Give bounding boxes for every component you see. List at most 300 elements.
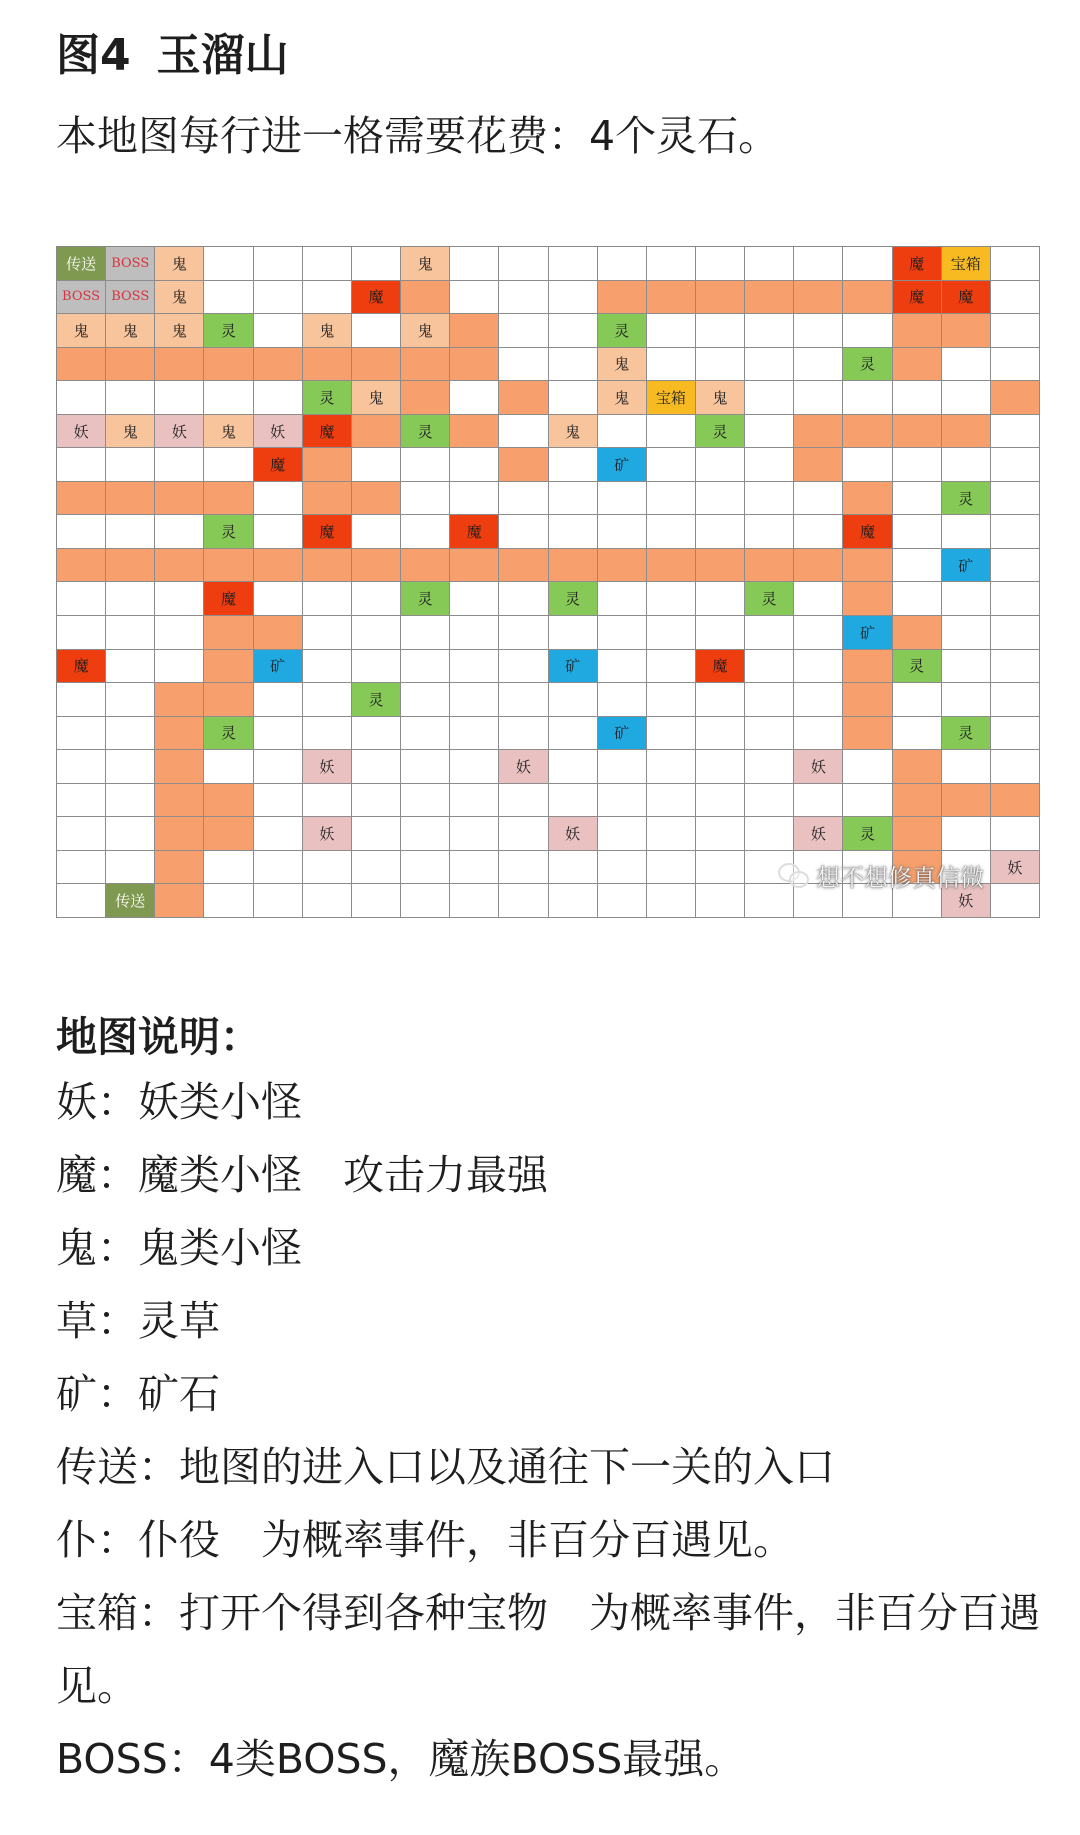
map-cell-path xyxy=(450,549,499,583)
map-cell xyxy=(794,348,843,382)
map-cell xyxy=(499,817,548,851)
map-cell-path xyxy=(450,348,499,382)
map-cell-demon: 魔 xyxy=(893,247,942,281)
map-cell xyxy=(549,281,598,315)
map-cell xyxy=(598,817,647,851)
map-cell xyxy=(155,650,204,684)
map-cell xyxy=(352,851,401,885)
map-cell xyxy=(155,448,204,482)
map-cell xyxy=(549,851,598,885)
map-cell xyxy=(745,817,794,851)
map-name: 玉溜山 xyxy=(156,30,289,81)
map-cell xyxy=(794,247,843,281)
map-cell xyxy=(303,281,352,315)
map-cell xyxy=(794,717,843,751)
map-cell xyxy=(450,448,499,482)
map-cell-path xyxy=(794,549,843,583)
map-cell xyxy=(745,314,794,348)
map-cell xyxy=(254,247,303,281)
map-cell xyxy=(745,515,794,549)
map-cell xyxy=(499,515,548,549)
map-cell-path xyxy=(106,549,155,583)
map-cell xyxy=(696,482,745,516)
map-cell xyxy=(598,247,647,281)
map-cell xyxy=(204,247,253,281)
map-cell-ghost: 鬼 xyxy=(401,314,450,348)
map-cell-lingzhi: 灵 xyxy=(598,314,647,348)
map-cell xyxy=(745,750,794,784)
map-cell-path xyxy=(843,415,892,449)
map-cell xyxy=(647,817,696,851)
map-cell-path xyxy=(303,448,352,482)
map-cell-path xyxy=(745,549,794,583)
map-cell xyxy=(549,482,598,516)
map-cell-demon: 魔 xyxy=(696,650,745,684)
map-cell-path xyxy=(303,348,352,382)
map-cell-lingzhi: 灵 xyxy=(696,415,745,449)
map-cell xyxy=(991,549,1040,583)
map-cell xyxy=(155,381,204,415)
map-cell xyxy=(696,582,745,616)
map-cell xyxy=(745,717,794,751)
map-cell xyxy=(843,247,892,281)
map-cell-path xyxy=(893,817,942,851)
map-cell xyxy=(254,314,303,348)
map-cell-path xyxy=(991,381,1040,415)
map-cell xyxy=(794,784,843,818)
map-cell-path xyxy=(155,817,204,851)
map-cell xyxy=(696,247,745,281)
map-cell xyxy=(352,650,401,684)
map-cell xyxy=(352,515,401,549)
map-cell-path xyxy=(204,482,253,516)
watermark-text: 想不想修真信微 xyxy=(816,864,984,892)
map-cell xyxy=(991,884,1040,918)
map-cell xyxy=(942,582,991,616)
map-cell xyxy=(598,616,647,650)
map-cell-ghost: 鬼 xyxy=(696,381,745,415)
legend-line: 仆：仆役 为概率事件，非百分百遇见。 xyxy=(56,1516,794,1564)
map-cell-path xyxy=(942,314,991,348)
map-cell-path xyxy=(204,784,253,818)
map-cell xyxy=(204,851,253,885)
map-cell xyxy=(942,448,991,482)
map-cell-yao: 妖 xyxy=(303,817,352,851)
map-cell xyxy=(450,750,499,784)
map-cell xyxy=(893,582,942,616)
map-cell-path xyxy=(450,415,499,449)
map-cell-path xyxy=(843,549,892,583)
map-cell xyxy=(352,448,401,482)
map-cell xyxy=(352,817,401,851)
map-cell xyxy=(401,448,450,482)
map-cell-lingzhi: 灵 xyxy=(204,717,253,751)
map-cell xyxy=(450,650,499,684)
map-cell xyxy=(598,582,647,616)
map-cell-ore: 矿 xyxy=(254,650,303,684)
legend-line: 宝箱：打开个得到各种宝物 为概率事件，非百分百遇见。 xyxy=(56,1589,1040,1710)
map-cell xyxy=(303,784,352,818)
map-cell xyxy=(843,784,892,818)
map-cell xyxy=(57,381,106,415)
map-cell-lingzhi: 灵 xyxy=(893,650,942,684)
map-cell-path xyxy=(942,415,991,449)
map-cell-lingzhi: 灵 xyxy=(352,683,401,717)
map-cell xyxy=(106,784,155,818)
map-cell xyxy=(57,884,106,918)
map-cell xyxy=(647,683,696,717)
map-cell xyxy=(254,851,303,885)
map-cell-chest: 宝箱 xyxy=(942,247,991,281)
page-title xyxy=(56,26,289,86)
map-cell xyxy=(499,616,548,650)
map-cell xyxy=(303,717,352,751)
map-cell xyxy=(352,717,401,751)
map-cell xyxy=(352,784,401,818)
map-cell-demon: 魔 xyxy=(57,650,106,684)
map-cell xyxy=(991,247,1040,281)
map-cell xyxy=(647,851,696,885)
map-cell xyxy=(991,582,1040,616)
map-cell-ore: 矿 xyxy=(598,717,647,751)
map-cell-path xyxy=(401,281,450,315)
map-cell-demon: 魔 xyxy=(204,582,253,616)
map-cell xyxy=(450,281,499,315)
map-cell xyxy=(696,750,745,784)
map-cell xyxy=(991,717,1040,751)
map-cell xyxy=(647,247,696,281)
map-cell-path xyxy=(499,381,548,415)
map-cell xyxy=(745,381,794,415)
map-cell xyxy=(942,348,991,382)
map-cell-path xyxy=(843,582,892,616)
map-cell xyxy=(991,448,1040,482)
map-cell xyxy=(794,381,843,415)
map-cell-ghost: 鬼 xyxy=(57,314,106,348)
map-cell xyxy=(549,448,598,482)
map-cell xyxy=(57,515,106,549)
map-cell xyxy=(745,482,794,516)
map-cell-path xyxy=(843,717,892,751)
map-cell xyxy=(254,683,303,717)
map-cell xyxy=(57,750,106,784)
map-cell xyxy=(843,448,892,482)
map-cell-path xyxy=(598,281,647,315)
map-cell-path xyxy=(401,348,450,382)
map-cell xyxy=(401,784,450,818)
map-cell xyxy=(204,884,253,918)
map-cell xyxy=(499,851,548,885)
map-cell xyxy=(204,448,253,482)
map-cell xyxy=(254,381,303,415)
map-cell xyxy=(745,650,794,684)
map-cell-ghost: 鬼 xyxy=(106,314,155,348)
map-cell xyxy=(549,247,598,281)
map-cell xyxy=(647,884,696,918)
map-cell xyxy=(450,817,499,851)
map-cell xyxy=(647,650,696,684)
map-cell xyxy=(991,817,1040,851)
map-cell xyxy=(745,415,794,449)
map-cell xyxy=(352,750,401,784)
map-figure xyxy=(56,246,1040,918)
map-cell-ghost: 鬼 xyxy=(549,415,598,449)
map-cell-yao: 妖 xyxy=(794,750,843,784)
map-cell xyxy=(647,415,696,449)
map-cell xyxy=(991,281,1040,315)
map-cell xyxy=(745,784,794,818)
map-cell xyxy=(401,750,450,784)
map-cell-lingzhi: 灵 xyxy=(303,381,352,415)
map-cell-path xyxy=(499,549,548,583)
map-cell-path xyxy=(254,549,303,583)
map-cell xyxy=(696,717,745,751)
map-cell xyxy=(499,281,548,315)
map-cell xyxy=(696,683,745,717)
map-cell-demon: 魔 xyxy=(254,448,303,482)
map-cell-path xyxy=(991,784,1040,818)
map-cell xyxy=(57,683,106,717)
map-cell xyxy=(696,817,745,851)
map-cell xyxy=(499,482,548,516)
map-cell xyxy=(696,515,745,549)
map-cell-path xyxy=(204,683,253,717)
map-cell xyxy=(57,817,106,851)
map-cell xyxy=(696,784,745,818)
map-cell xyxy=(991,683,1040,717)
map-cell-path xyxy=(794,448,843,482)
map-cell xyxy=(352,582,401,616)
map-cell xyxy=(106,515,155,549)
map-cell-yao: 妖 xyxy=(254,415,303,449)
map-cell-demon: 魔 xyxy=(942,281,991,315)
map-cell-path xyxy=(745,281,794,315)
map-cell-chest: 宝箱 xyxy=(647,381,696,415)
map-cell xyxy=(155,616,204,650)
map-cell-yao: 妖 xyxy=(991,851,1040,885)
map-cell xyxy=(57,582,106,616)
map-cell-ore: 矿 xyxy=(843,616,892,650)
map-cell xyxy=(598,482,647,516)
map-cell-path xyxy=(106,348,155,382)
map-cell xyxy=(352,314,401,348)
map-cell-path xyxy=(57,549,106,583)
map-cell xyxy=(647,482,696,516)
map-cell-path xyxy=(352,549,401,583)
legend-line: BOSS：4类BOSS，魔族BOSS最强。 xyxy=(56,1735,746,1783)
map-cell xyxy=(696,851,745,885)
legend-title: 地图说明： xyxy=(56,1013,261,1061)
map-cell xyxy=(794,515,843,549)
map-cell-path xyxy=(893,784,942,818)
map-cell xyxy=(499,717,548,751)
map-cell xyxy=(942,683,991,717)
map-cell xyxy=(204,750,253,784)
map-cell xyxy=(303,582,352,616)
map-cell-yao: 妖 xyxy=(303,750,352,784)
map-cell xyxy=(254,482,303,516)
map-cell-path xyxy=(942,784,991,818)
map-cell-path xyxy=(204,817,253,851)
map-cell-lingzhi: 灵 xyxy=(843,348,892,382)
map-cell xyxy=(450,784,499,818)
map-cell xyxy=(499,650,548,684)
map-cell xyxy=(991,616,1040,650)
map-cell xyxy=(991,750,1040,784)
map-cell-path xyxy=(254,616,303,650)
map-cell xyxy=(794,650,843,684)
map-cell-lingzhi: 灵 xyxy=(401,582,450,616)
map-grid xyxy=(56,246,1040,918)
map-cell xyxy=(106,851,155,885)
map-cell xyxy=(450,381,499,415)
map-cell xyxy=(942,616,991,650)
map-cell xyxy=(450,717,499,751)
map-cell-path xyxy=(893,348,942,382)
map-cell xyxy=(696,448,745,482)
map-cell xyxy=(647,784,696,818)
map-cell-path xyxy=(204,348,253,382)
map-cell xyxy=(991,482,1040,516)
map-cell xyxy=(401,650,450,684)
map-cell xyxy=(401,683,450,717)
map-cell xyxy=(401,616,450,650)
map-cell xyxy=(450,482,499,516)
map-cell-ghost: 鬼 xyxy=(598,381,647,415)
map-cell xyxy=(106,750,155,784)
map-cell xyxy=(106,616,155,650)
map-cell xyxy=(893,549,942,583)
map-cell-path xyxy=(893,415,942,449)
map-cell xyxy=(549,381,598,415)
map-cell xyxy=(549,717,598,751)
map-cell-path xyxy=(155,549,204,583)
map-cell xyxy=(303,851,352,885)
map-cell xyxy=(991,415,1040,449)
legend-line: 传送：地图的进入口以及通往下一关的入口 xyxy=(56,1443,835,1491)
map-cell-ghost: 鬼 xyxy=(106,415,155,449)
map-cell xyxy=(155,515,204,549)
map-cell xyxy=(696,314,745,348)
map-cell xyxy=(450,851,499,885)
map-cell xyxy=(893,448,942,482)
map-cell-path xyxy=(794,281,843,315)
map-cell-ore: 矿 xyxy=(549,650,598,684)
map-cell-demon: 魔 xyxy=(843,515,892,549)
map-cell-path xyxy=(155,683,204,717)
map-cell xyxy=(893,482,942,516)
map-cell xyxy=(254,784,303,818)
map-cell xyxy=(942,515,991,549)
map-cell xyxy=(647,314,696,348)
map-cell xyxy=(843,750,892,784)
map-cell-ghost: 鬼 xyxy=(155,314,204,348)
map-cell-path xyxy=(204,616,253,650)
map-cell xyxy=(598,851,647,885)
map-cell-yao: 妖 xyxy=(57,415,106,449)
map-cell-path xyxy=(696,281,745,315)
map-cell xyxy=(549,750,598,784)
map-cell xyxy=(499,314,548,348)
map-cell xyxy=(57,851,106,885)
map-cell-ore: 矿 xyxy=(942,549,991,583)
map-cell xyxy=(991,650,1040,684)
map-cell-path xyxy=(352,415,401,449)
map-cell xyxy=(401,515,450,549)
map-cell xyxy=(401,717,450,751)
map-cell xyxy=(155,582,204,616)
map-cell-path xyxy=(352,348,401,382)
map-cell xyxy=(549,884,598,918)
map-cell-path xyxy=(401,381,450,415)
map-cell xyxy=(106,683,155,717)
map-cell-path xyxy=(696,549,745,583)
map-cell-path xyxy=(303,549,352,583)
map-cell xyxy=(106,381,155,415)
map-cell xyxy=(794,482,843,516)
map-cell xyxy=(57,717,106,751)
map-cell xyxy=(991,348,1040,382)
map-cell xyxy=(794,616,843,650)
map-cell-lingzhi: 灵 xyxy=(745,582,794,616)
map-cell xyxy=(745,448,794,482)
map-cell-path xyxy=(57,482,106,516)
map-cell xyxy=(352,616,401,650)
map-cell-yao: 妖 xyxy=(155,415,204,449)
map-cell-portal: 传送 xyxy=(106,884,155,918)
map-cell xyxy=(401,851,450,885)
map-cell-lingzhi: 灵 xyxy=(204,515,253,549)
map-cell xyxy=(647,448,696,482)
map-cell-path xyxy=(499,448,548,482)
map-cell xyxy=(57,448,106,482)
map-cell xyxy=(794,582,843,616)
map-cell-ghost: 鬼 xyxy=(155,281,204,315)
legend-line: 矿：矿石 xyxy=(56,1370,220,1418)
map-cell xyxy=(499,247,548,281)
map-cell xyxy=(745,348,794,382)
map-cell-path xyxy=(155,717,204,751)
map-cell-path xyxy=(843,650,892,684)
map-cell xyxy=(893,683,942,717)
map-cell-path xyxy=(155,348,204,382)
map-cell xyxy=(598,750,647,784)
map-cell xyxy=(598,784,647,818)
map-cell xyxy=(745,247,794,281)
map-cell xyxy=(303,247,352,281)
map-cell xyxy=(401,884,450,918)
map-cell-path xyxy=(155,482,204,516)
figure-number: 图4 xyxy=(56,30,131,81)
map-cell xyxy=(450,884,499,918)
map-cell-ghost: 鬼 xyxy=(598,348,647,382)
map-cell-path xyxy=(843,281,892,315)
map-cell-ghost: 鬼 xyxy=(303,314,352,348)
map-cell xyxy=(942,817,991,851)
map-cell-lingzhi: 灵 xyxy=(942,482,991,516)
map-cell-demon: 魔 xyxy=(303,515,352,549)
map-cell-path xyxy=(450,314,499,348)
map-cell xyxy=(843,381,892,415)
map-cell xyxy=(745,683,794,717)
map-cell xyxy=(204,281,253,315)
map-cell-path xyxy=(647,549,696,583)
map-cell xyxy=(647,348,696,382)
map-cell xyxy=(106,448,155,482)
map-cell xyxy=(303,683,352,717)
watermark xyxy=(778,858,984,893)
map-cell-ghost: 鬼 xyxy=(204,415,253,449)
